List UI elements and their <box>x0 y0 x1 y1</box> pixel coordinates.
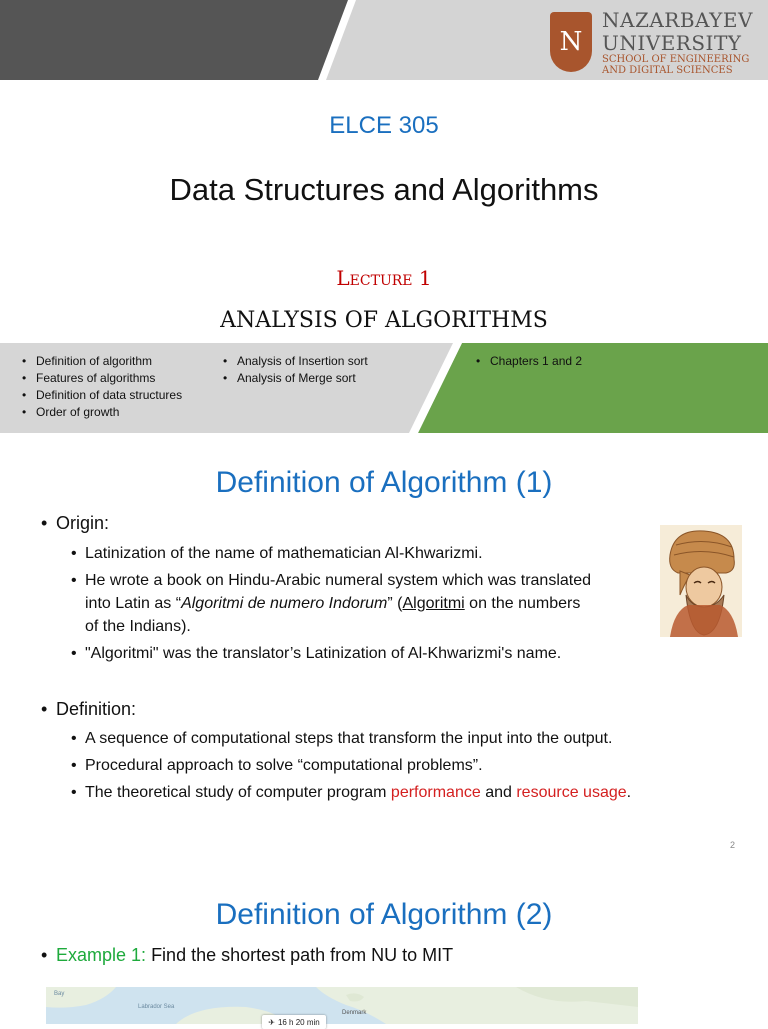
course-code: ELCE 305 <box>329 112 439 139</box>
example-label: Example 1: <box>56 945 147 965</box>
map-label: Denmark <box>342 1010 367 1016</box>
outline-list-analysis <box>223 353 368 387</box>
origin-label: • Origin: <box>56 513 109 534</box>
school-name: SCHOOL OF ENGINEERING AND DIGITAL SCIENCES <box>602 54 750 76</box>
list-item: • Analysis of Merge sort <box>237 370 368 387</box>
map-label: Bay <box>54 991 65 997</box>
list-item: • Definition of data structures <box>36 387 182 404</box>
course-title: Data Structures and Algorithms <box>169 172 599 207</box>
origin-item: • He wrote a book on Hindu-Arabic numeral system which was translated into Latin as “Algoritmi de numero Indorum” (Algoritmi on the numbers of the Indians). <box>85 569 655 638</box>
origin-item: • "Algoritmi" was the translator’s Latinization of Al-Khwarizmi's name. <box>85 642 561 665</box>
list-item: • Analysis of Insertion sort <box>237 353 368 370</box>
al-khwarizmi-portrait <box>660 525 742 637</box>
university-name-line1: NAZARBAYEV <box>602 8 753 32</box>
list-item: • Definition of algorithm <box>36 353 182 370</box>
definition-item: • A sequence of computational steps that transform the input into the output. <box>85 727 612 750</box>
map-label: Labrador Sea <box>138 1004 175 1010</box>
origin-item: • Latinization of the name of mathematician Al-Khwarizmi. <box>85 542 483 565</box>
route-map[interactable] <box>46 987 638 1024</box>
definition-label: • Definition: <box>56 699 136 720</box>
flight-duration-badge[interactable]: ✈ 16 h 20 min <box>262 1015 326 1029</box>
example-line <box>56 945 453 966</box>
lecture-label: Lecture 1 <box>336 266 432 290</box>
slide-title: Definition of Algorithm (1) <box>215 466 553 499</box>
list-item: • Chapters 1 and 2 <box>490 353 582 370</box>
university-logo-icon: N <box>550 12 592 72</box>
list-item: • Order of growth <box>36 404 182 421</box>
example-text: Find the shortest path from NU to MIT <box>151 945 454 965</box>
plane-icon: ✈ <box>268 1017 275 1027</box>
lecture-topic: ANALYSIS OF ALGORITHMS <box>220 308 548 333</box>
list-item: • Features of algorithms <box>36 370 182 387</box>
definition-item: • The theoretical study of computer program performance and resource usage. <box>85 781 631 804</box>
definition-item: • Procedural approach to solve “computational problems”. <box>85 754 483 777</box>
page-number: 2 <box>730 840 736 850</box>
outline-list-readings <box>476 353 582 370</box>
slide-title: Definition of Algorithm (2) <box>215 898 553 931</box>
outline-list-topics <box>22 353 182 421</box>
university-name-line2: UNIVERSITY <box>602 31 742 55</box>
